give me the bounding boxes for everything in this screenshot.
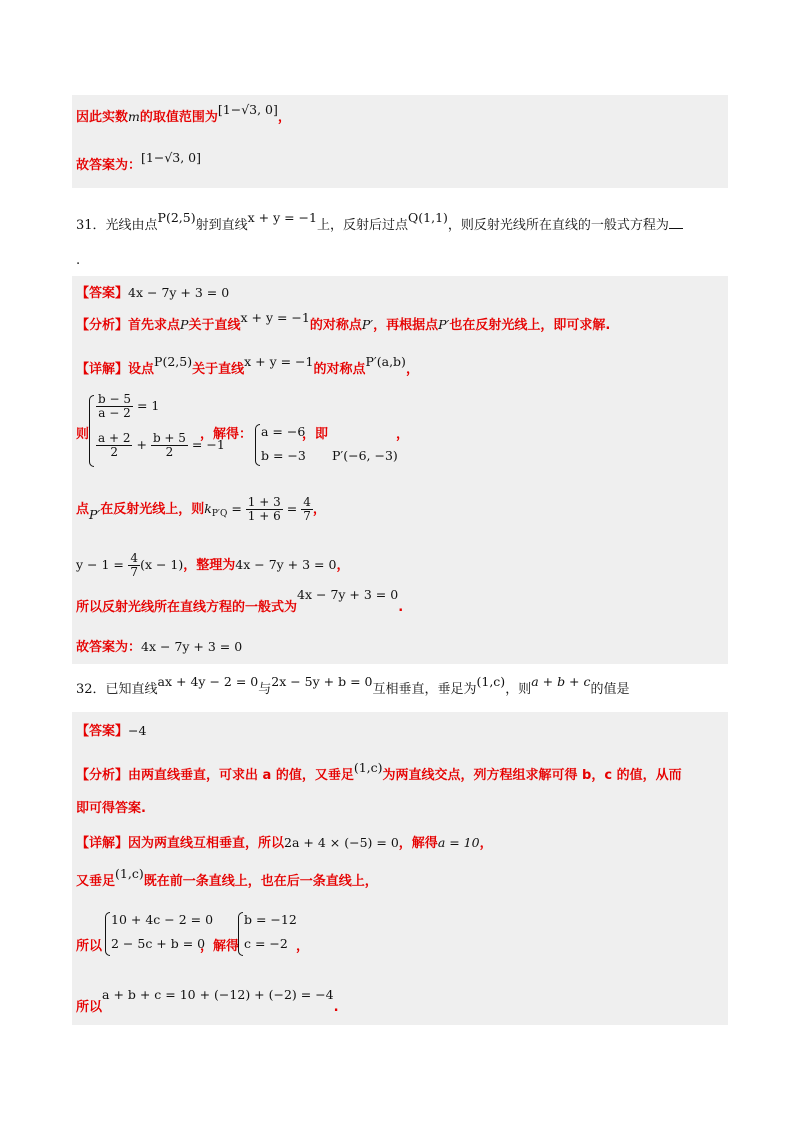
a31-ji: ，即 [302,427,329,442]
a31-ze: 则 [76,427,90,442]
a31-jiede: ，解得： [200,427,253,442]
a31-answer: 【答案】4x − 7y + 3 = 0 [76,285,230,301]
p30-line1: 因此实数m的取值范围为[1−√3, 0]， [76,102,291,125]
sys32-eq2: 2 − 5c + b = 0 [111,936,206,951]
solution-block-32 [72,712,728,1025]
a32-detail: 【详解】因为两直线互相垂直，所以2a + 4 × (−5) = 0，解得a = 10， [76,835,493,851]
brace-result-32 [238,912,243,956]
a31-pointslope: y − 1 = $\frac{4}{7}$ (x − 1)，整理为4x − 7y + 3 = 0， [76,551,350,579]
pp-result: P′(−6, −3) [332,448,398,463]
res32-b: b = −12 [244,912,297,927]
brace-solution [255,424,260,466]
sol2: b = −3 [261,448,306,463]
q32-stem: 32．已知直线ax + 4y − 2 = 0与2x − 5y + b = 0互相垂直，垂足为(1,c)，则a + b + c的值是 [76,674,630,697]
brace-system-32 [105,912,110,956]
a32-jiede: ，解得 [200,939,240,954]
a31-comma: ， [396,427,410,442]
p30-line2: 故答案为：[1−√3, 0] [76,150,202,173]
a32-rend: ， [296,939,310,954]
a31-detail: 【详解】设点P(2,5)关于直线x + y = −1的对称点P′(a,b)， [76,354,419,377]
a32-answer: 【答案】−4 [76,723,147,739]
a32-analysis: 【分析】由两直线垂直，可求出 a 的值，又垂足(1,c)为两直线交点，列方程组求解可得 b，c 的值，从而 [76,760,682,783]
brace-left [89,395,94,467]
a31-conclusion: 所以反射光线所在直线方程的一般式为4x − 7y + 3 = 0. [76,587,404,615]
a32-foot: 又垂足(1,c)既在前一条直线上，也在后一条直线上， [76,866,378,889]
sol1: a = −6 [261,424,306,439]
res32-c: c = −2 [244,936,288,951]
eq2: $\frac{a + 2}{2}$ + $\frac{b + 5}{2}$ = −1 [98,431,225,459]
a31-analysis: 【分析】首先求点P关于直线x + y = −1的对称点P′，再根据点P′也在反射光线上，即可求解. [76,310,611,333]
eq1: $\frac{b - 5}{a - 2}$ = 1 [98,392,160,420]
q31-dot: . [76,253,81,268]
a32-final: 所以a + b + c = 10 + (−12) + (−2) = −4. [76,987,339,1015]
a31-slope: 点P′在反射光线上，则$k_{P'Q}$ = $\frac{1 + 3}{1 + 6}$ = $\frac{4}{7}$ ， [76,495,326,523]
sys32-eq1: 10 + 4c − 2 = 0 [111,912,214,927]
q31-stem: 31．光线由点P(2,5)射到直线x + y = −1上，反射后过点Q(1,1)，则反射光线所在直线的一般式方程为 [76,216,683,235]
answer-blank [669,216,683,229]
a32-analysis-cont: 即可得答案. [76,801,146,816]
a32-suoyi: 所以 [76,939,103,954]
a31-final: 故答案为：4x − 7y + 3 = 0 [76,639,243,655]
